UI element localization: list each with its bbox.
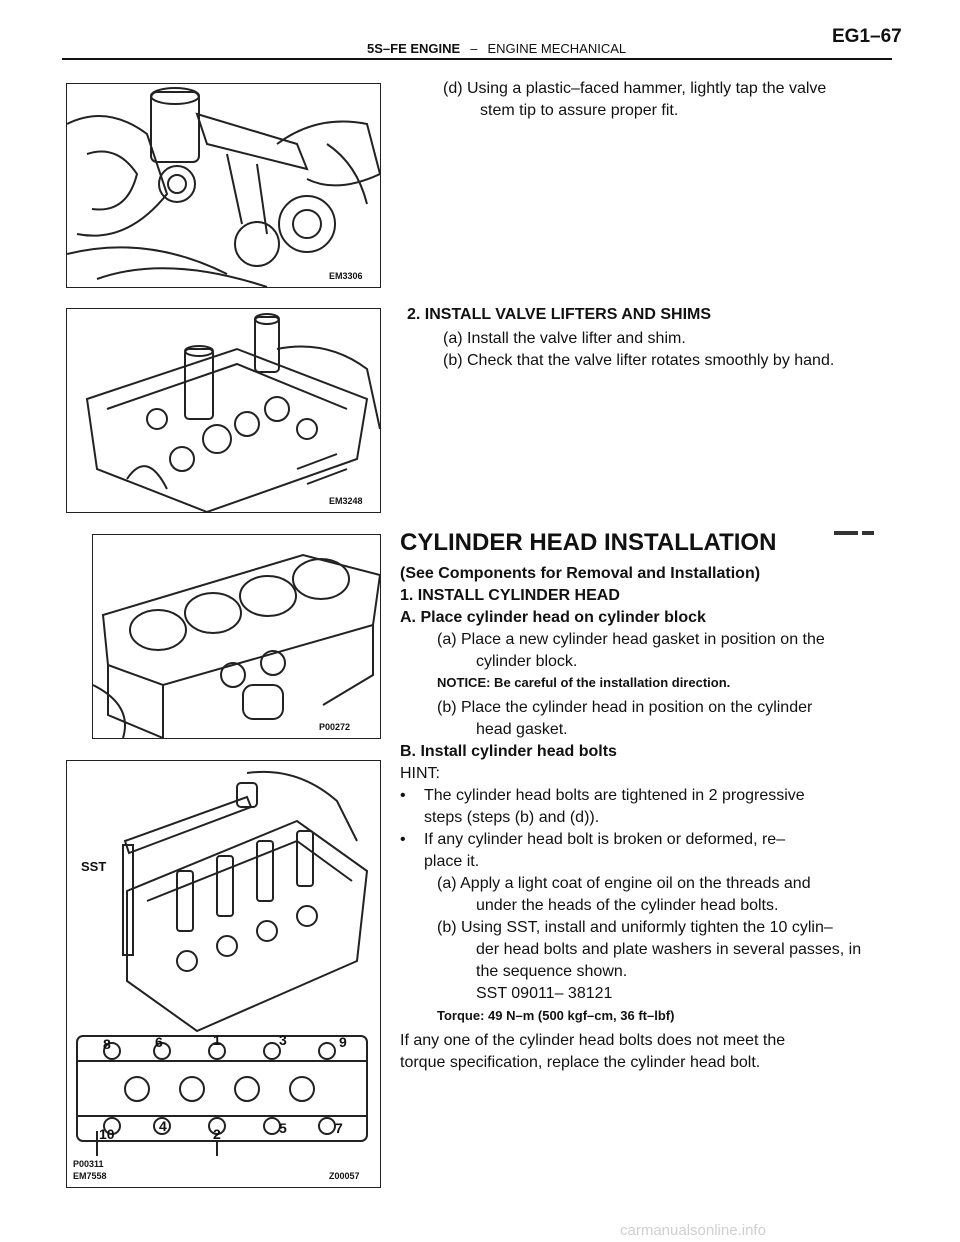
figure-code-em3248: EM3248: [329, 496, 363, 506]
step2-title: 2. INSTALL VALVE LIFTERS AND SHIMS: [407, 306, 712, 323]
header-section: 5S–FE ENGINE: [367, 41, 461, 56]
notice: NOTICE: Be careful of the installation direction.: [437, 675, 731, 690]
header-rule: [62, 58, 892, 60]
header-chapter: ENGINE MECHANICAL: [487, 41, 627, 56]
figure-code-p00311: P00311: [73, 1159, 104, 1169]
final-note-line1: If any one of the cylinder head bolts does not meet the: [400, 1032, 786, 1049]
watermark: carmanualsonline.info: [620, 1222, 766, 1239]
hint-bullet-2-line1: If any cylinder head bolt is broken or deformed, re–: [424, 831, 786, 848]
figure-tap-valve-stem-drawing: [67, 84, 380, 287]
figure-code-z00057: Z00057: [329, 1171, 360, 1181]
step-d-line2: stem tip to assure proper fit.: [480, 102, 679, 119]
bolt-number-1: 1: [213, 1032, 221, 1048]
torque-spec: Torque: 49 N–m (500 kgf–cm, 36 ft–lbf): [437, 1008, 675, 1023]
hint-bullet-2: [400, 829, 785, 851]
substep-a-b-line1: (b) Place the cylinder head in position on the cylinder: [437, 699, 813, 716]
running-header: [367, 41, 626, 56]
hint-label: HINT:: [400, 765, 440, 782]
substep-a-title: A. Place cylinder head on cylinder block: [400, 609, 706, 626]
figure-code-em7558: EM7558: [73, 1171, 107, 1181]
figure-head-bolt-sequence-drawing: [67, 761, 380, 1187]
bullet-icon: •: [400, 831, 406, 848]
substep-a-a-line1: (a) Place a new cylinder head gasket in position on the: [437, 631, 825, 648]
reference-stamp-icon: [834, 530, 874, 536]
figure-code-em3306: EM3306: [329, 271, 363, 281]
bolt-number-8: 8: [103, 1036, 111, 1052]
substep-a-b-line2: head gasket.: [476, 721, 568, 738]
bolt-number-7: 7: [335, 1120, 343, 1136]
figure-code-p00272: P00272: [319, 722, 351, 732]
sst-number: SST 09011– 38121: [476, 985, 613, 1002]
step2-b: (b) Check that the valve lifter rotates smoothly by hand.: [443, 352, 835, 369]
header-separator: –: [470, 41, 478, 56]
section-subtitle: (See Components for Removal and Installation): [400, 565, 761, 582]
final-note-line2: torque specification, replace the cylinder head bolt.: [400, 1054, 761, 1071]
hint-bullet-1-line2: steps (steps (b) and (d)).: [424, 809, 600, 826]
section-title: CYLINDER HEAD INSTALLATION: [400, 529, 777, 556]
bolt-number-2: 2: [213, 1126, 221, 1142]
bolt-number-5: 5: [279, 1120, 287, 1136]
substep-b-a-line2: under the heads of the cylinder head bolts.: [476, 897, 779, 914]
bolt-number-4: 4: [159, 1118, 167, 1134]
bolt-number-9: 9: [339, 1034, 347, 1050]
substep-b-b-line3: the sequence shown.: [476, 963, 628, 980]
substep-b-a-line1: (a) Apply a light coat of engine oil on the threads and: [437, 875, 811, 892]
figure-head-gasket-drawing: [93, 535, 380, 738]
substep-b-b-line2: der head bolts and plate washers in several passes, in: [476, 941, 862, 958]
bolt-number-10: 10: [99, 1126, 115, 1142]
figure-tap-valve-stem: [66, 83, 381, 288]
bolt-number-6: 6: [155, 1034, 163, 1050]
figure-valve-lifters: [66, 308, 381, 513]
figure-label-sst: SST: [81, 859, 107, 874]
substep-b-b-line1: (b) Using SST, install and uniformly tighten the 10 cylin–: [437, 919, 833, 936]
step2-a: (a) Install the valve lifter and shim.: [443, 330, 686, 347]
step-d-line1: (d) Using a plastic–faced hammer, lightly tap the valve: [443, 80, 827, 97]
figure-head-bolt-sequence: [66, 760, 381, 1188]
figure-head-gasket: [92, 534, 381, 739]
hint-bullet-1-line1: The cylinder head bolts are tightened in 2 progressive: [424, 787, 805, 804]
step1-title: 1. INSTALL CYLINDER HEAD: [400, 587, 620, 604]
substep-b-title: B. Install cylinder head bolts: [400, 743, 617, 760]
page-id: EG1–67: [832, 26, 902, 47]
bolt-number-3: 3: [279, 1032, 287, 1048]
hint-bullet-2-line2: place it.: [424, 853, 480, 870]
bullet-icon: •: [400, 787, 406, 804]
hint-bullet-1: [400, 785, 805, 807]
substep-a-a-line2: cylinder block.: [476, 653, 578, 670]
figure-valve-lifters-drawing: [67, 309, 380, 512]
